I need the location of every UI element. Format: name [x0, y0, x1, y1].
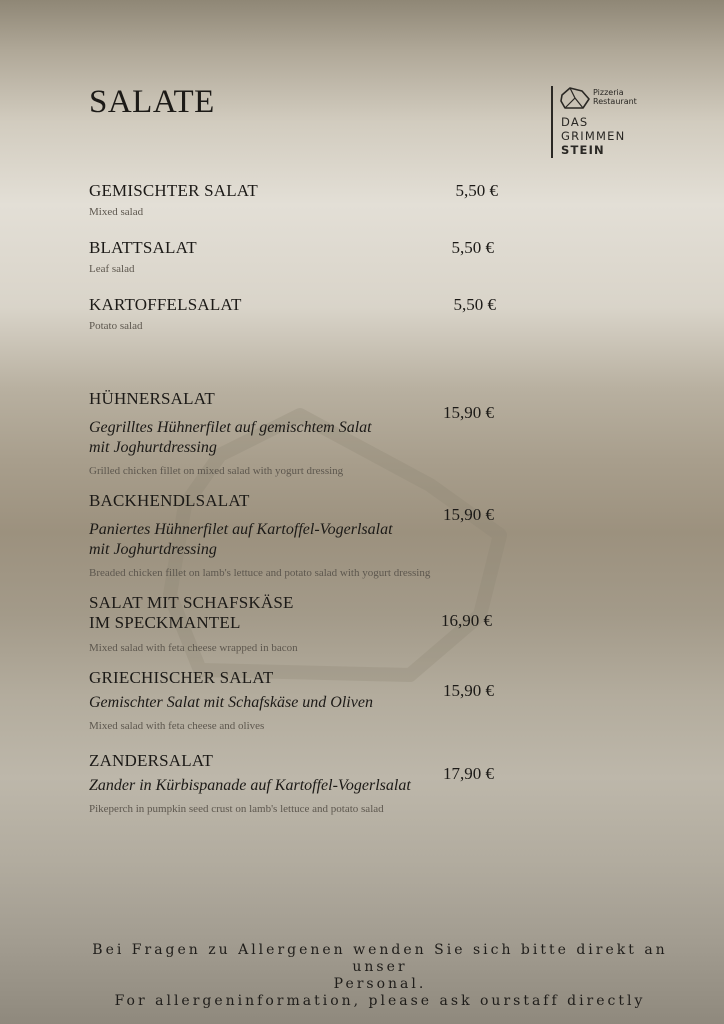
item-english: Mixed salad — [89, 206, 144, 218]
allergen-notice-german-line2: Personal. — [333, 976, 427, 992]
item-english: Grilled chicken fillet on mixed salad with yogurt dressing — [89, 465, 344, 477]
stone-logo-icon — [559, 86, 591, 110]
item-price: 5,50 € — [455, 181, 498, 200]
item-name: SALAT MIT SCHAFSKÄSE IM SPECKMANTEL — [89, 593, 294, 632]
logo-line-pizzeria: Pizzeria — [593, 88, 624, 97]
logo-line-das: DAS — [561, 115, 589, 129]
item-price: 5,50 € — [453, 295, 496, 314]
item-english: Breaded chicken fillet on lamb's lettuce and potato salad with yogurt dressing — [89, 567, 431, 579]
allergen-notice-german-line1: Bei Fragen zu Allergenen wenden Sie sich bitte direkt an unser — [92, 942, 668, 975]
logo-line-restaurant: Restaurant — [593, 97, 637, 106]
item-price: 15,90 € — [443, 505, 494, 524]
allergen-notice-english: For allergeninformation, please ask ourstaff directly — [114, 993, 646, 1009]
item-price: 16,90 € — [441, 611, 492, 630]
item-name: BLATTSALAT — [89, 238, 197, 257]
item-name: ZANDERSALAT — [89, 751, 214, 770]
item-german-description: Paniertes Hühnerfilet auf Kartoffel-Vogerlsalat mit Joghurtdressing — [89, 521, 393, 558]
item-english: Mixed salad with feta cheese wrapped in bacon — [89, 642, 298, 654]
item-english: Potato salad — [89, 320, 143, 332]
item-english: Mixed salad with feta cheese and olives — [89, 720, 265, 732]
item-price: 17,90 € — [443, 764, 494, 783]
item-english: Leaf salad — [89, 263, 135, 275]
item-name: GEMISCHTER SALAT — [89, 181, 258, 200]
restaurant-logo — [551, 86, 661, 160]
item-german-description: Gemischter Salat mit Schafskäse und Oliven — [89, 694, 373, 711]
item-name: GRIECHISCHER SALAT — [89, 668, 274, 687]
item-name: HÜHNERSALAT — [89, 389, 215, 408]
logo-line-grimmen: GRIMMEN — [561, 129, 626, 143]
item-price: 15,90 € — [443, 403, 494, 422]
item-name: BACKHENDLSALAT — [89, 491, 250, 510]
item-price: 15,90 € — [443, 681, 494, 700]
item-price: 5,50 € — [451, 238, 494, 257]
logo-line-stein: STEIN — [561, 143, 605, 157]
allergen-notice — [70, 942, 690, 1010]
item-german-description: Gegrilltes Hühnerfilet auf gemischtem Salat mit Joghurtdressing — [89, 419, 372, 456]
logo-divider — [551, 86, 553, 158]
item-german-description: Zander in Kürbispanade auf Kartoffel-Vogerlsalat — [89, 777, 411, 794]
item-name: KARTOFFELSALAT — [89, 295, 242, 314]
page-title: SALATE — [89, 84, 215, 120]
item-english: Pikeperch in pumpkin seed crust on lamb's lettuce and potato salad — [89, 803, 384, 815]
